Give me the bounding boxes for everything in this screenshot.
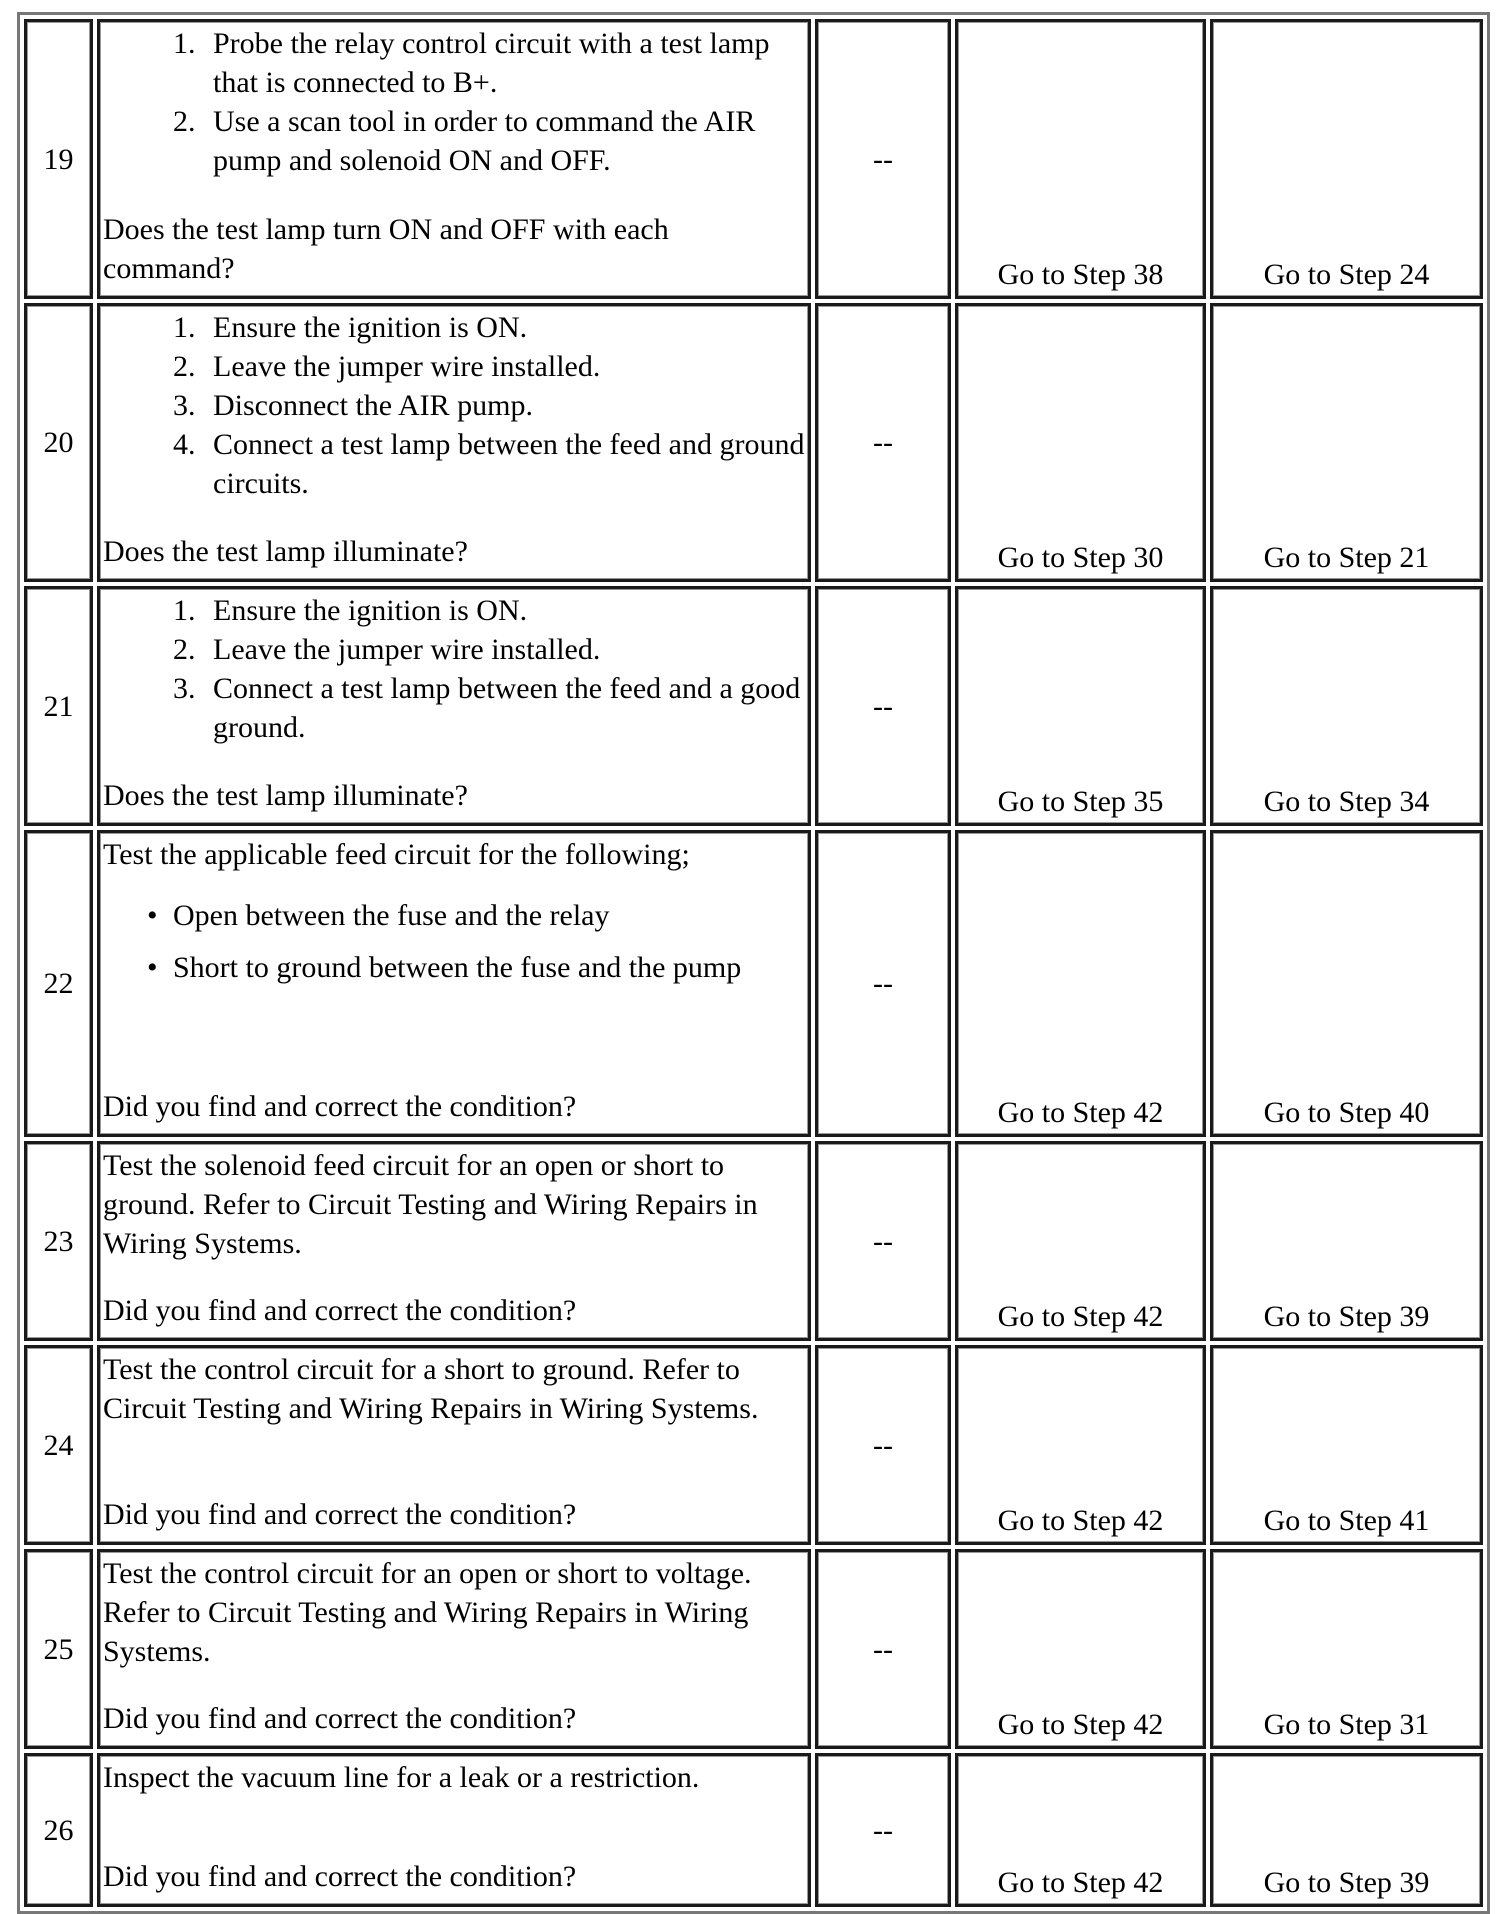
value-cell: -- bbox=[815, 1141, 951, 1341]
diagnostic-table-body bbox=[24, 19, 1483, 1907]
numbered-step: 1. Ensure the ignition is ON. bbox=[203, 308, 805, 347]
table-row bbox=[24, 1549, 1483, 1749]
value-cell: -- bbox=[815, 1345, 951, 1545]
action-cell bbox=[97, 303, 811, 582]
action-instructions bbox=[103, 1554, 805, 1671]
table-row bbox=[24, 1141, 1483, 1341]
step-number: 25 bbox=[24, 1549, 93, 1749]
value-cell: -- bbox=[815, 303, 951, 582]
action-body bbox=[103, 1146, 805, 1330]
numbered-step: 2. Leave the jumper wire installed. bbox=[203, 347, 805, 386]
value-cell: -- bbox=[815, 830, 951, 1137]
action-instructions bbox=[103, 24, 805, 180]
yes-cell: Go to Step 42 bbox=[955, 1753, 1206, 1907]
table-row bbox=[24, 303, 1483, 582]
value-cell: -- bbox=[815, 586, 951, 826]
numbered-step: 3. Connect a test lamp between the feed and a good ground. bbox=[203, 669, 805, 747]
action-instructions bbox=[103, 308, 805, 503]
action-intro: Inspect the vacuum line for a leak or a restriction. bbox=[103, 1761, 700, 1794]
bullet-item: • Open between the fuse and the relay bbox=[173, 896, 805, 935]
yes-cell: Go to Step 38 bbox=[955, 19, 1206, 299]
action-instructions bbox=[103, 835, 805, 1001]
action-instructions bbox=[103, 1146, 805, 1263]
yes-cell: Go to Step 42 bbox=[955, 1549, 1206, 1749]
action-question: Did you find and correct the condition? bbox=[103, 1702, 577, 1735]
numbered-step: 1. Probe the relay control circuit with a test lamp that is connected to B+. bbox=[203, 24, 805, 102]
yes-cell: Go to Step 35 bbox=[955, 586, 1206, 826]
action-instructions bbox=[103, 1350, 805, 1428]
action-intro: Test the applicable feed circuit for the following; bbox=[103, 838, 690, 871]
value-cell: -- bbox=[815, 1753, 951, 1907]
step-number: 23 bbox=[24, 1141, 93, 1341]
step-number: 21 bbox=[24, 586, 93, 826]
table-row bbox=[24, 586, 1483, 826]
action-cell bbox=[97, 19, 811, 299]
value-cell: -- bbox=[815, 1549, 951, 1749]
action-question: Does the test lamp illuminate? bbox=[103, 779, 468, 812]
action-cell bbox=[97, 586, 811, 826]
action-body bbox=[103, 24, 805, 288]
action-question: Did you find and correct the condition? bbox=[103, 1498, 577, 1531]
action-intro: Test the control circuit for a short to ground. Refer to Circuit Testing and Wiring Repairs in Wiring Systems. bbox=[103, 1353, 759, 1425]
no-cell: Go to Step 41 bbox=[1210, 1345, 1483, 1545]
step-number: 19 bbox=[24, 19, 93, 299]
no-cell: Go to Step 39 bbox=[1210, 1141, 1483, 1341]
action-body bbox=[103, 835, 805, 1126]
action-cell bbox=[97, 1549, 811, 1749]
action-question: Does the test lamp turn ON and OFF with each command? bbox=[103, 213, 669, 285]
action-body bbox=[103, 1350, 805, 1534]
numbered-step: 2. Leave the jumper wire installed. bbox=[203, 630, 805, 669]
no-cell: Go to Step 39 bbox=[1210, 1753, 1483, 1907]
action-body bbox=[103, 1758, 805, 1896]
numbered-step: 1. Ensure the ignition is ON. bbox=[203, 591, 805, 630]
numbered-step: 2. Use a scan tool in order to command the AIR pump and solenoid ON and OFF. bbox=[203, 102, 805, 180]
step-number: 26 bbox=[24, 1753, 93, 1907]
numbered-step: 4. Connect a test lamp between the feed and ground circuits. bbox=[203, 425, 805, 503]
action-steps-list bbox=[103, 591, 805, 747]
table-row bbox=[24, 830, 1483, 1137]
action-cell bbox=[97, 1345, 811, 1545]
table-row bbox=[24, 19, 1483, 299]
step-number: 20 bbox=[24, 303, 93, 582]
action-intro: Test the solenoid feed circuit for an open or short to ground. Refer to Circuit Testing and Wiring Repairs in Wiring Systems. bbox=[103, 1149, 758, 1260]
action-intro: Test the control circuit for an open or short to voltage. Refer to Circuit Testing and Wiring Repairs in Wiring Systems. bbox=[103, 1557, 752, 1668]
action-question: Did you find and correct the condition? bbox=[103, 1090, 577, 1123]
action-question: Did you find and correct the condition? bbox=[103, 1860, 577, 1893]
action-cell bbox=[97, 830, 811, 1137]
bullet-item: • Short to ground between the fuse and the pump bbox=[173, 948, 805, 987]
yes-cell: Go to Step 30 bbox=[955, 303, 1206, 582]
action-cell bbox=[97, 1141, 811, 1341]
action-steps-list bbox=[103, 24, 805, 180]
action-body bbox=[103, 591, 805, 815]
action-steps-list bbox=[103, 308, 805, 503]
no-cell: Go to Step 31 bbox=[1210, 1549, 1483, 1749]
no-cell: Go to Step 40 bbox=[1210, 830, 1483, 1137]
action-question: Does the test lamp illuminate? bbox=[103, 535, 468, 568]
action-instructions bbox=[103, 591, 805, 747]
action-instructions bbox=[103, 1758, 805, 1797]
table-row bbox=[24, 1345, 1483, 1545]
no-cell: Go to Step 21 bbox=[1210, 303, 1483, 582]
value-cell: -- bbox=[815, 19, 951, 299]
step-number: 24 bbox=[24, 1345, 93, 1545]
numbered-step: 3. Disconnect the AIR pump. bbox=[203, 386, 805, 425]
yes-cell: Go to Step 42 bbox=[955, 1345, 1206, 1545]
no-cell: Go to Step 34 bbox=[1210, 586, 1483, 826]
step-number: 22 bbox=[24, 830, 93, 1137]
yes-cell: Go to Step 42 bbox=[955, 1141, 1206, 1341]
action-body bbox=[103, 1554, 805, 1738]
action-bullet-list bbox=[103, 896, 805, 987]
diagnostic-table bbox=[17, 12, 1490, 1914]
action-question: Did you find and correct the condition? bbox=[103, 1294, 577, 1327]
action-body bbox=[103, 308, 805, 571]
yes-cell: Go to Step 42 bbox=[955, 830, 1206, 1137]
no-cell: Go to Step 24 bbox=[1210, 19, 1483, 299]
